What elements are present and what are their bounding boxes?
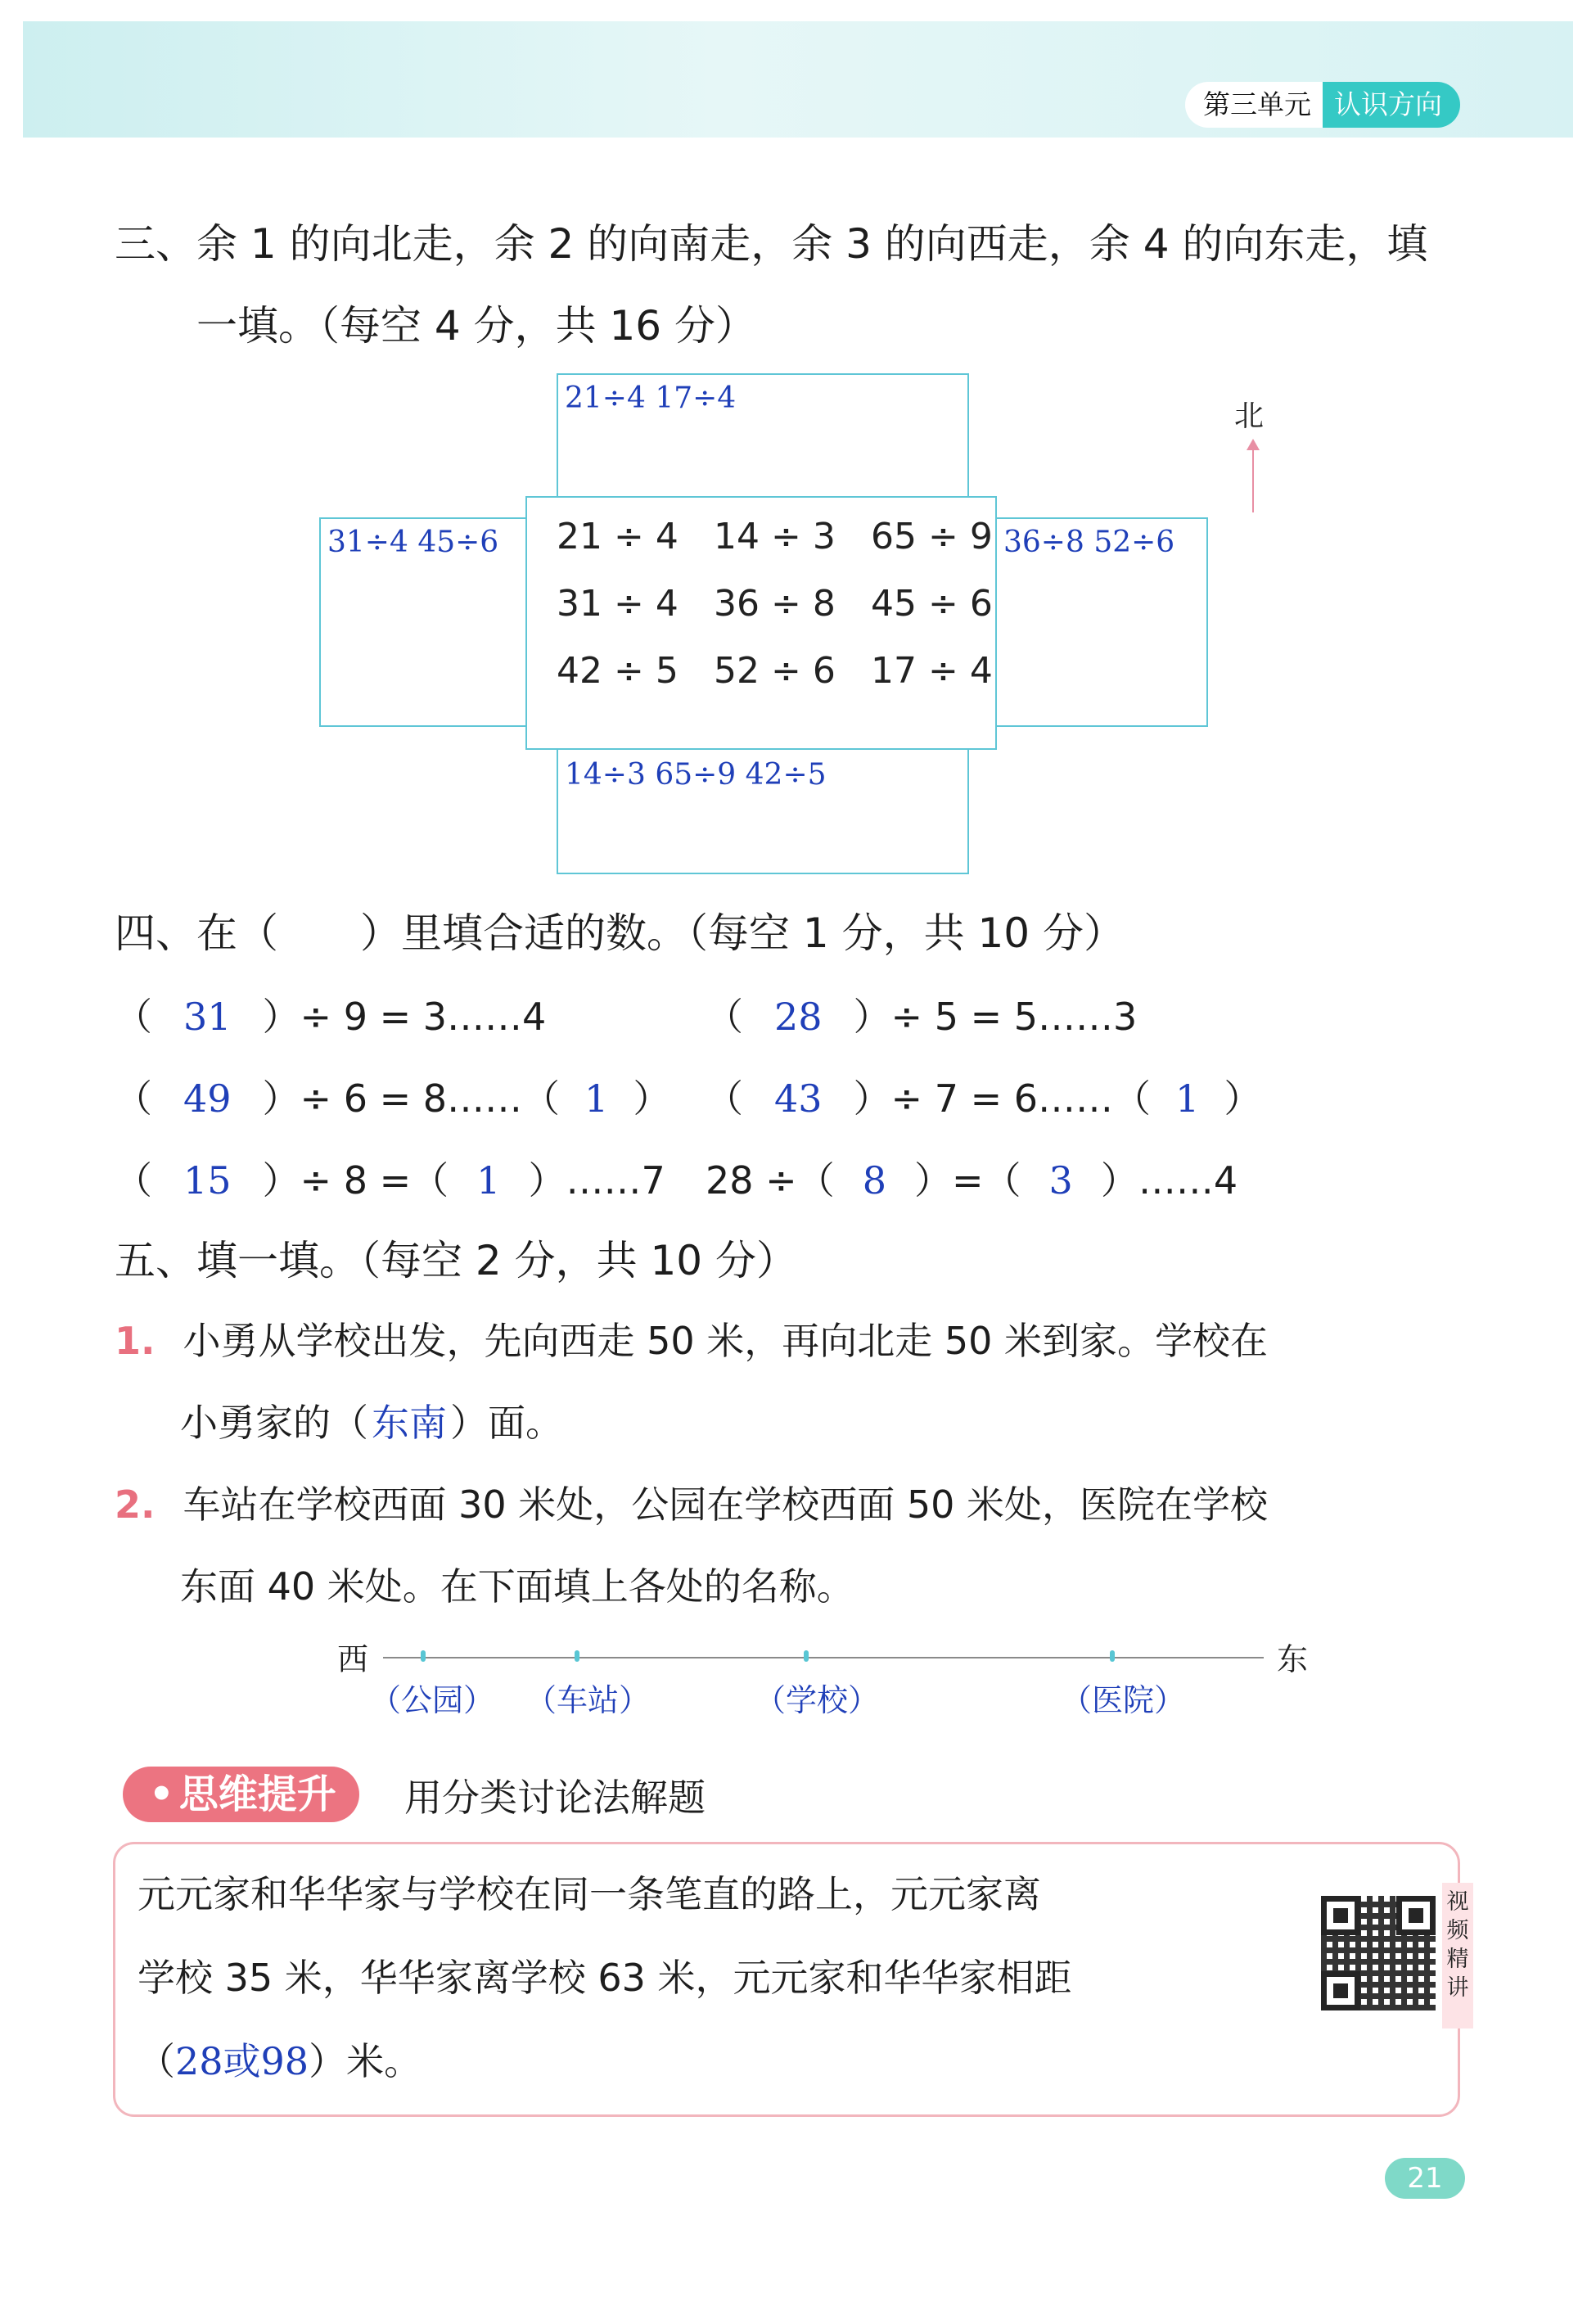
grid-item: 65 ÷ 9 xyxy=(871,516,993,557)
north-arrow-icon xyxy=(1252,442,1254,512)
text: ）米。 xyxy=(309,2039,422,2083)
thinking-line1: 元元家和华华家与学校在同一条笔直的路上，元元家离 xyxy=(138,1872,1041,1916)
label-park[interactable]: （公园） xyxy=(370,1682,495,1718)
text: ） xyxy=(633,1076,671,1121)
west-label: 西 xyxy=(337,1641,369,1677)
answer-blank[interactable]: 28或98 xyxy=(175,2039,309,2083)
s4-row3-left xyxy=(115,1151,665,1205)
s4-row2-left xyxy=(115,1069,670,1123)
grid-item: 45 ÷ 6 xyxy=(871,583,993,625)
text: 28 ÷（ xyxy=(706,1158,835,1203)
label-hospital[interactable]: （医院） xyxy=(1061,1682,1186,1718)
text: ）……7 xyxy=(528,1158,665,1203)
s4-row1-left xyxy=(115,987,546,1041)
answer-blank[interactable]: 43 xyxy=(774,1076,823,1121)
tick-mark xyxy=(804,1650,809,1662)
q2-number: 2. xyxy=(115,1482,156,1527)
video-tab-char: 讲 xyxy=(1446,1975,1469,2001)
text: （ xyxy=(138,2039,175,2083)
east-label: 东 xyxy=(1277,1641,1309,1677)
answer-blank[interactable]: 31 xyxy=(183,995,232,1039)
division-grid xyxy=(525,496,997,750)
west-box[interactable] xyxy=(319,517,532,727)
s5-q2-line2: 东面 40 米处。在下面填上各处的名称。 xyxy=(180,1564,854,1609)
qr-finder xyxy=(1321,1971,1360,2010)
answer-blank[interactable]: 1 xyxy=(584,1076,609,1121)
s5-title: 五、填一填。（每空 2 分，共 10 分） xyxy=(115,1237,798,1284)
s4-title: 四、在（ ）里填合适的数。（每空 1 分，共 10 分） xyxy=(115,909,1125,957)
text: ）面。 xyxy=(450,1401,563,1445)
text: （ xyxy=(115,1076,152,1121)
grid-item: 36 ÷ 8 xyxy=(714,583,836,625)
answer-blank[interactable]: 49 xyxy=(183,1076,232,1121)
text: ）=（ xyxy=(913,1158,1021,1203)
text: （ xyxy=(115,995,152,1039)
qr-finder xyxy=(1321,1896,1360,1935)
s3-title-line2: 一填。（每空 4 分，共 16 分） xyxy=(196,302,757,350)
thinking-subtitle: 用分类讨论法解题 xyxy=(404,1776,706,1820)
text: 车站在学校西面 30 米处，公园在学校西面 50 米处，医院在学校 xyxy=(183,1482,1269,1527)
text: ）÷ 6 = 8……（ xyxy=(262,1076,561,1121)
s5-q2-line1 xyxy=(115,1475,1268,1529)
video-tab-char: 视 xyxy=(1446,1889,1469,1915)
thinking-line2: 学校 35 米，华华家离学校 63 米，元元家和华华家相距 xyxy=(138,1956,1072,2000)
qr-finder xyxy=(1396,1896,1436,1935)
tick-mark xyxy=(575,1650,579,1662)
s4-row1-right xyxy=(706,987,1137,1041)
grid-item: 31 ÷ 4 xyxy=(557,583,679,625)
west-answer: 31÷4 45÷6 xyxy=(327,526,499,559)
label-station[interactable]: （车站） xyxy=(525,1682,651,1718)
north-answer: 21÷4 17÷4 xyxy=(565,381,737,415)
text: 小勇家的（ xyxy=(180,1401,368,1445)
qr-code-icon[interactable] xyxy=(1321,1896,1436,2010)
s5-q1-line2 xyxy=(180,1393,563,1447)
answer-blank[interactable]: 15 xyxy=(183,1158,232,1203)
text: 小勇从学校出发，先向西走 50 米，再向北走 50 米到家。学校在 xyxy=(183,1319,1269,1363)
text: ） xyxy=(1224,1076,1262,1121)
s3-title-line1: 三、余 1 的向北走，余 2 的向南走，余 3 的向西走，余 4 的向东走，填 xyxy=(115,220,1428,268)
video-tab-char: 精 xyxy=(1446,1947,1469,1972)
answer-blank[interactable]: 1 xyxy=(476,1158,501,1203)
answer-blank[interactable]: 3 xyxy=(1048,1158,1073,1203)
east-answer: 36÷8 52÷6 xyxy=(1003,526,1175,559)
text: ）÷ 9 = 3……4 xyxy=(262,995,547,1039)
unit-label: 第三单元 xyxy=(1185,82,1323,128)
answer-blank[interactable]: 8 xyxy=(862,1158,886,1203)
video-tab[interactable] xyxy=(1442,1883,1473,2028)
thinking-badge: • 思维提升 xyxy=(123,1767,359,1822)
topic-label: 认识方向 xyxy=(1323,82,1460,128)
text: ）……4 xyxy=(1100,1158,1238,1203)
thinking-line3 xyxy=(138,2032,422,2086)
page-number: 21 xyxy=(1385,2158,1465,2199)
grid-item: 42 ÷ 5 xyxy=(557,650,679,692)
s5-q1-line1 xyxy=(115,1311,1268,1365)
s4-row3-right xyxy=(706,1151,1238,1205)
north-label: 北 xyxy=(1234,399,1265,433)
video-tab-char: 频 xyxy=(1446,1918,1469,1943)
answer-blank[interactable]: 28 xyxy=(774,995,823,1039)
grid-item: 17 ÷ 4 xyxy=(871,650,993,692)
text: （ xyxy=(115,1158,152,1203)
tick-mark xyxy=(421,1650,426,1662)
text: （ xyxy=(706,995,743,1039)
q1-number: 1. xyxy=(115,1319,156,1363)
text: ）÷ 8 =（ xyxy=(262,1158,449,1203)
grid-item: 21 ÷ 4 xyxy=(557,516,679,557)
grid-item: 52 ÷ 6 xyxy=(714,650,836,692)
south-answer: 14÷3 65÷9 42÷5 xyxy=(565,758,827,792)
text: （ xyxy=(706,1076,743,1121)
text: ）÷ 5 = 5……3 xyxy=(853,995,1138,1039)
s4-row2-right xyxy=(706,1069,1261,1123)
label-school[interactable]: （学校） xyxy=(755,1682,880,1718)
unit-tag xyxy=(1185,82,1460,128)
answer-blank[interactable]: 东南 xyxy=(372,1401,447,1445)
tick-mark xyxy=(1110,1650,1115,1662)
answer-blank[interactable]: 1 xyxy=(1175,1076,1200,1121)
number-line xyxy=(383,1657,1264,1658)
text: ）÷ 7 = 6……（ xyxy=(853,1076,1152,1121)
grid-item: 14 ÷ 3 xyxy=(714,516,836,557)
